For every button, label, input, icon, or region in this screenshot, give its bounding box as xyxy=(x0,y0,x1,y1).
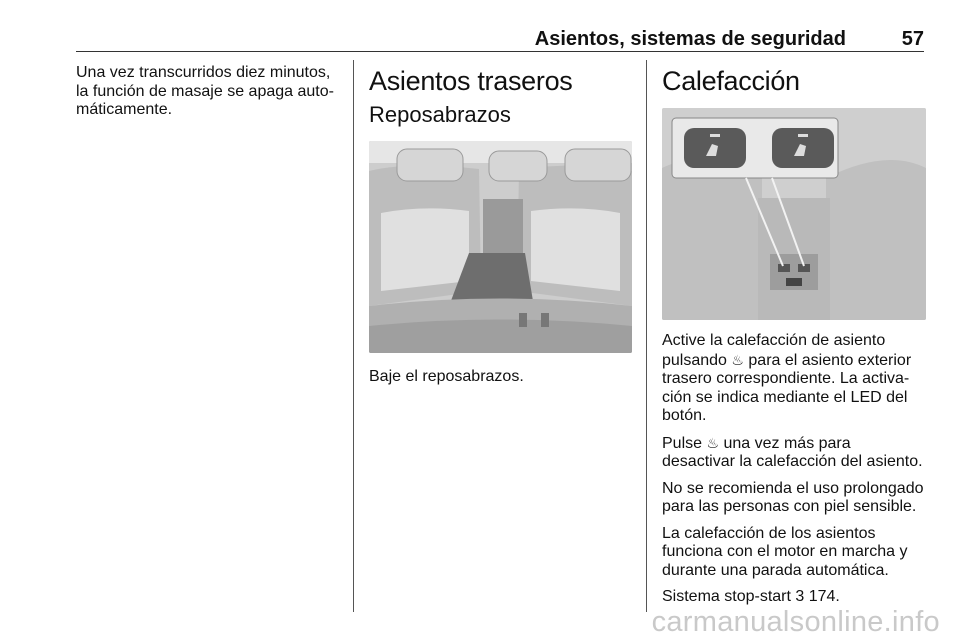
subsection-heading-armrest: Reposabrazos xyxy=(369,102,511,127)
heating-operation-note: La calefacción de los asientos funciona con el motor en marcha y durante una parada automática. xyxy=(662,524,908,579)
heating-instructions-2: Pulse ♨ una vez más para desactivar la calefacción del asiento. xyxy=(662,434,923,470)
seat-heating-icon: ♨ xyxy=(706,434,720,451)
seat-heating-icon: ♨ xyxy=(731,351,744,368)
armrest-caption: Baje el reposabrazos. xyxy=(369,368,524,385)
massage-timeout-text: Una vez transcurridos diez minutos, la función de masaje se apaga automáticamente. xyxy=(76,64,334,118)
seat-heating-buttons-illustration xyxy=(662,108,926,320)
watermark: carmanualsonline.info xyxy=(651,606,940,638)
left-column xyxy=(76,64,338,128)
heating-instructions-1: Active la calefacción de asiento pulsando ♨ para el asiento exterior trasero correspondiente. La activación se indica mediante el LED del botón. xyxy=(662,332,912,424)
right-column xyxy=(662,64,926,615)
armrest-illustration xyxy=(369,141,632,353)
section-heading-heating: Calefacción xyxy=(662,66,800,96)
header-divider xyxy=(76,51,924,52)
column-divider-1 xyxy=(353,60,354,612)
column-divider-2 xyxy=(646,60,647,612)
middle-column xyxy=(369,64,633,395)
heating-warning: No se recomienda el uso prolongado para las personas con piel sensible. xyxy=(662,479,924,515)
page-number: 57 xyxy=(901,28,924,50)
page-reference-arrow-icon: 3 xyxy=(795,588,805,605)
running-header-title: Asientos, sistemas de seguridad xyxy=(534,28,846,50)
stop-start-reference: Sistema stop-start 3 174. xyxy=(662,588,840,605)
section-heading-rear-seats: Asientos traseros xyxy=(369,66,573,96)
